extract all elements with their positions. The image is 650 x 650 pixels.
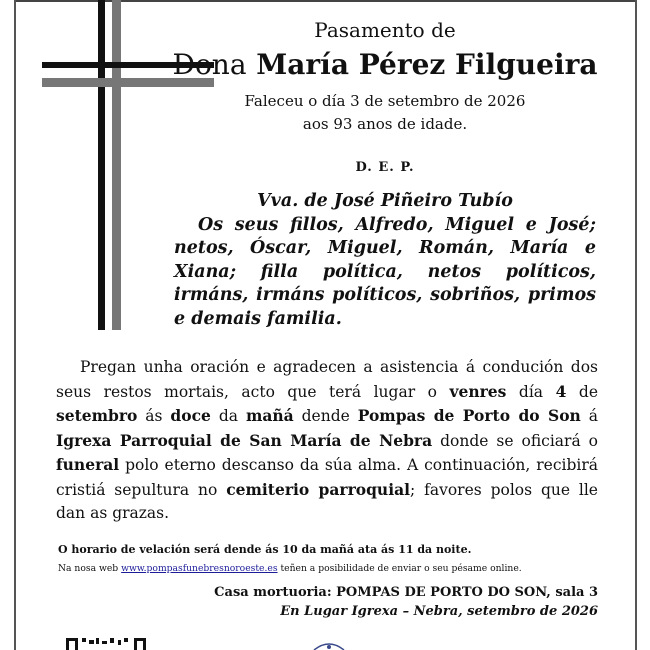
announcement-hour: doce (170, 406, 211, 425)
announcement-text: día (506, 382, 556, 401)
announcement-church: Igrexa Parroquial de San María de Nebra (56, 430, 433, 450)
obituary-title: Pasamento de (314, 18, 456, 42)
announcement-text: da (210, 407, 246, 425)
announcement-cemetery: cemiterio parroquial (226, 479, 411, 499)
visiting-hours-note: O horario de velación será dende ás 10 da mañá ata ás 11 da noite. (58, 543, 472, 556)
announcement-text: donde se oficiará o (432, 431, 598, 450)
family-block (174, 190, 596, 331)
funeral-home-logo-icon (312, 641, 346, 650)
announcement-text: de (566, 382, 598, 401)
announcement-text: dende (293, 407, 358, 425)
qr-code-icon (66, 637, 148, 650)
website-link[interactable]: www.pompasfunebresnoroeste.es (121, 563, 278, 574)
funeral-home-label: Casa mortuoria: (214, 585, 337, 600)
announcement-daypart: mañá (245, 406, 294, 425)
widow-line: Vva. de José Piñeiro Tubío (257, 191, 513, 211)
web-note (58, 563, 618, 574)
honorific: Dona (172, 48, 247, 81)
web-note-prefix: Na nosa web (58, 563, 122, 574)
announcement-origin: Pompas de Porto do Son (357, 406, 581, 425)
frame-left-border (14, 0, 16, 650)
deceased-name (160, 48, 610, 81)
announcement-day-name: venres (449, 381, 507, 401)
announcement-month: setembro (56, 406, 138, 425)
frame-right-border (635, 0, 637, 650)
announcement-text: polo eterno descanso da súa alma. A continuación, recibirá cristiá sepultura no (56, 456, 598, 499)
rip-label: D. E. P. (355, 160, 415, 175)
announcement-text: á (580, 407, 598, 425)
announcement-text: ás (137, 407, 171, 425)
announcement-service: funeral (56, 455, 120, 474)
announcement-paragraph (56, 356, 598, 526)
announcement-day-number: 4 (555, 381, 567, 401)
funeral-home-line (214, 585, 598, 600)
funeral-home-value: POMPAS DE PORTO DO SON, sala 3 (336, 585, 598, 600)
announcement-text: Pregan unha oración e agradecen a asistencia á condución dos seus restos mortais, acto que terá lugar o (56, 358, 598, 401)
announcement-text: ; favores polos que lle dan as grazas. (56, 480, 598, 522)
relatives-list: Os seus fillos, Alfredo, Miguel e José; netos, Óscar, Miguel, Román, María e Xiana; filla política, netos políticos, irmáns, irmáns políticos, sobriños, primos e demais familia. (174, 214, 596, 329)
web-note-suffix: teñen a posibilidade de enviar o seu pésame online. (277, 563, 522, 574)
death-date-line: Faleceu o día 3 de setembro de 2026 (244, 92, 526, 110)
place-date-line: En Lugar Igrexa – Nebra, setembro de 2026 (280, 604, 598, 619)
deceased-full-name: María Pérez Filgueira (256, 48, 598, 81)
age-line: aos 93 anos de idade. (302, 115, 468, 133)
